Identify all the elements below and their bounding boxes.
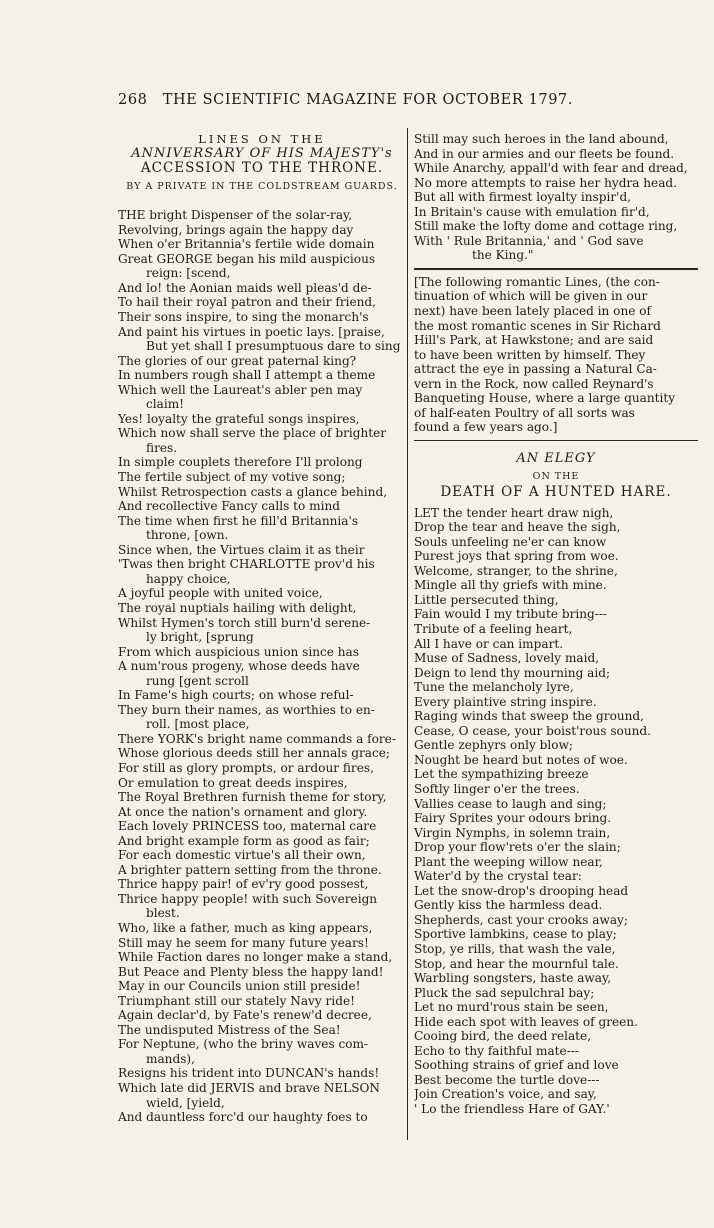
text-line: A brighter pattern setting from the throne.	[118, 862, 382, 877]
text-line: While Anarchy, appall'd with fear and dread,	[414, 161, 688, 176]
text-line: Best become the turtle dove---	[414, 1072, 600, 1087]
text-line: Nought be heard but notes of woe.	[414, 752, 628, 767]
text-line: 'Twas then bright CHARLOTTE prov'd his	[118, 557, 375, 572]
poem-title-line3: ACCESSION TO THE THRONE.	[140, 160, 384, 177]
text-line: Thrice happy people! with such Sovereign	[118, 891, 378, 906]
text-line: They burn their names, as worthies to en-	[118, 702, 375, 717]
text-line: Drop your flow'rets o'er the slain;	[414, 840, 621, 855]
text-line: Tribute of a feeling heart,	[414, 621, 573, 636]
text-line: Echo to thy faithful mate---	[414, 1043, 579, 1058]
text-line: In simple couplets therefore I'll prolong	[118, 455, 363, 470]
text-line: But all with firmest loyalty inspir'd,	[414, 190, 632, 205]
text-line: Revolving, brings again the happy day	[118, 222, 354, 237]
text-line: Drop the tear and heave the sigh,	[414, 520, 621, 535]
text-line: From which auspicious union since has	[118, 644, 359, 659]
text-line: The fertile subject of my votive song;	[118, 470, 346, 485]
text-line: fires.	[146, 440, 178, 455]
text-line: All I have or can impart.	[414, 636, 564, 651]
text-line: Let the snow-drop's drooping head	[414, 883, 629, 898]
text-line: Plant the weeping willow near,	[414, 854, 603, 869]
text-line: Mingle all thy griefs with mine.	[414, 578, 607, 593]
text-line: Join Creation's voice, and say,	[414, 1087, 597, 1102]
text-line: To hail their royal patron and their friend,	[118, 295, 376, 310]
poem-title-line2: ANNIVERSARY OF HIS MAJESTY's	[131, 145, 393, 161]
text-line: A joyful people with united voice,	[118, 586, 323, 601]
text-line: Still make the lofty dome and cottage ring,	[414, 219, 678, 234]
text-line: Gentle zephyrs only blow;	[414, 738, 573, 753]
text-line: Water'd by the crystal tear:	[414, 869, 582, 884]
text-line: And bright example form as good as fair;	[118, 833, 370, 848]
text-line: Tune the melancholy lyre,	[414, 680, 574, 695]
text-line: vern in the Rock, now called Reynard's	[414, 376, 654, 391]
text-line: A num'rous progeny, whose deeds have	[118, 659, 360, 674]
elegy-title-line3: DEATH OF A HUNTED HARE.	[440, 484, 672, 501]
editorial-note	[414, 275, 698, 435]
text-line: Pluck the sad sepulchral bay;	[414, 985, 595, 1000]
text-line: But yet shall I presumptuous dare to sing	[146, 339, 401, 354]
text-line: Softly linger o'er the trees.	[414, 781, 580, 796]
text-line: When o'er Britannia's fertile wide domain	[118, 237, 375, 252]
text-line: Virgin Nymphs, in solemn train,	[414, 825, 611, 840]
text-line: Cease, O cease, your boist'rous sound.	[414, 723, 651, 738]
text-line: Purest joys that spring from woe.	[414, 549, 619, 564]
text-line: But Peace and Plenty bless the happy land!	[118, 964, 384, 979]
text-line: the King."	[472, 248, 534, 263]
text-line: Triumphant still our stately Navy ride!	[118, 993, 355, 1008]
text-line: Whilst Retrospection casts a glance behind,	[118, 484, 388, 499]
text-line: The undisputed Mistress of the Sea!	[118, 1022, 341, 1037]
text-line: Let no murd'rous stain be seen,	[414, 1000, 609, 1015]
text-line: The glories of our great paternal king?	[118, 353, 357, 368]
text-line: For Neptune, (who the briny waves com-	[118, 1037, 369, 1052]
text-line: In Britain's cause with emulation fir'd,	[414, 204, 650, 219]
section-rule	[414, 440, 698, 441]
text-line: Hill's Park, at Hawkstone; and are said	[414, 333, 654, 348]
text-line: the most romantic scenes in Sir Richard	[414, 318, 661, 333]
text-line: Or emulation to great deeds inspires,	[118, 775, 348, 790]
text-line: In Fame's high courts; on whose reful-	[118, 688, 354, 703]
text-line: wield, [yield,	[146, 1095, 225, 1110]
text-line: Sportive lambkins, cease to play;	[414, 927, 617, 942]
column-divider	[407, 128, 408, 1140]
text-line: Gently kiss the harmless dead.	[414, 898, 603, 913]
poem-title-line1: LINES ON THE	[198, 132, 326, 146]
text-line: Thrice happy pair! of ev'ry good possest,	[118, 877, 369, 892]
text-line: to have been written by himself. They	[414, 347, 646, 362]
text-line: Their sons inspire, to sing the monarch's	[118, 310, 369, 325]
text-line: mands),	[146, 1051, 195, 1066]
text-line: And lo! the Aonian maids well pleas'd de-	[118, 280, 372, 295]
text-line: Who, like a father, much as king appears,	[118, 920, 373, 935]
text-line: Which now shall serve the place of brighter	[118, 426, 387, 441]
text-line: Each lovely PRINCESS too, maternal care	[118, 819, 377, 834]
text-line: Whose glorious deeds still her annals grace;	[118, 746, 390, 761]
page-header	[118, 92, 638, 108]
text-line: Vallies cease to laugh and sing;	[414, 796, 607, 811]
text-line: And paint his virtues in poetic lays. [praise,	[118, 324, 385, 339]
text-line: And in our armies and our fleets be found.	[414, 146, 675, 161]
text-line: ' Lo the friendless Hare of GAY.'	[414, 1102, 610, 1116]
text-line: Warbling songsters, haste away,	[414, 971, 612, 986]
page-number: 268	[118, 92, 148, 108]
text-line: Little persecuted thing,	[414, 592, 559, 607]
text-line: Which late did JERVIS and brave NELSON	[118, 1081, 380, 1095]
text-line: found a few years ago.]	[414, 420, 558, 435]
text-line: Still may he seem for many future years!	[118, 935, 369, 950]
poem-body	[118, 208, 406, 1124]
text-line: Cooing bird, the deed relate,	[414, 1029, 592, 1044]
text-line: May in our Councils union still preside!	[118, 979, 361, 994]
text-line: And dauntless forc'd our haughty foes to	[118, 1110, 368, 1125]
text-line: claim!	[146, 397, 185, 412]
text-line: Again declar'd, by Fate's renew'd decree,	[118, 1008, 372, 1023]
text-line: happy choice,	[146, 571, 231, 586]
text-line: Stop, ye rills, that wash the vale,	[414, 941, 616, 956]
text-line: Which well the Laureat's abler pen may	[118, 382, 363, 397]
text-line: With ' Rule Britannia,' and ' God save	[414, 233, 644, 248]
text-line: reign: [scend,	[146, 266, 231, 281]
text-line: Yes! loyalty the grateful songs inspires,	[118, 411, 360, 426]
text-line: blest.	[146, 906, 180, 921]
text-line: Souls unfeeling ne'er can know	[414, 534, 607, 549]
text-line: tinuation of which will be given in our	[414, 289, 648, 304]
text-line: roll. [most place,	[146, 717, 250, 732]
running-title: THE SCIENTIFIC MAGAZINE FOR OCTOBER 1797.	[162, 92, 574, 108]
text-line: No more attempts to raise her hydra head.	[414, 175, 678, 190]
text-line: next) have been lately placed in one of	[414, 304, 652, 319]
text-line: Fain would I my tribute bring---	[414, 607, 608, 622]
poem-byline: BY A PRIVATE IN THE COLDSTREAM GUARDS.	[126, 180, 398, 192]
text-line: Deign to lend thy mourning aid;	[414, 665, 611, 680]
left-column	[118, 132, 406, 1125]
text-line: And recollective Fancy calls to mind	[118, 499, 340, 514]
text-line: Great GEORGE began his mild auspicious	[118, 251, 376, 266]
text-line: [The following romantic Lines, (the con-	[414, 274, 660, 289]
poem-continuation	[414, 132, 698, 263]
text-line: rung [gent scroll	[146, 673, 249, 688]
text-line: Shepherds, cast your crooks away;	[414, 912, 628, 927]
elegy-title-line1: AN ELEGY	[516, 450, 596, 466]
text-line: The royal nuptials hailing with delight,	[118, 600, 357, 615]
text-line: attract the eye in passing a Natural Ca-	[414, 362, 657, 377]
text-line: Muse of Sadness, lovely maid,	[414, 651, 600, 666]
text-line: Raging winds that sweep the ground,	[414, 709, 645, 724]
text-line: In numbers rough shall I attempt a theme	[118, 368, 376, 383]
text-line: Fairy Sprites your odours bring.	[414, 811, 612, 826]
text-line: Soothing strains of grief and love	[414, 1058, 619, 1073]
text-line: For each domestic virtue's all their own,	[118, 848, 366, 863]
elegy-body	[414, 506, 698, 1117]
text-line: The Royal Brethren furnish theme for story,	[118, 790, 387, 805]
text-line: At once the nation's ornament and glory.	[118, 804, 368, 819]
text-line: Let the sympathizing breeze	[414, 767, 589, 782]
text-line: Still may such heroes in the land abound,	[414, 132, 669, 146]
text-line: of half-eaten Poultry of all sorts was	[414, 405, 635, 420]
right-column	[414, 132, 698, 1117]
text-line: Hide each spot with leaves of green.	[414, 1014, 638, 1029]
text-line: There YORK's bright name commands a fore-	[118, 731, 396, 746]
text-line: Stop, and hear the mournful tale.	[414, 956, 619, 971]
text-line: Since when, the Virtues claim it as their	[118, 542, 365, 557]
text-line: ly bright, [sprung	[146, 630, 254, 645]
elegy-title-line2: ON THE	[532, 471, 580, 483]
text-line: Banqueting House, where a large quantity	[414, 391, 676, 406]
text-line: While Faction dares no longer make a stand,	[118, 950, 393, 965]
text-line: Every plaintive string inspire.	[414, 694, 597, 709]
text-line: For still as glory prompts, or ardour fires,	[118, 760, 374, 775]
text-line: Welcome, stranger, to the shrine,	[414, 563, 618, 578]
text-line: Resigns his trident into DUNCAN's hands!	[118, 1066, 380, 1081]
text-line: THE bright Dispenser of the solar-ray,	[118, 208, 353, 223]
text-line: LET the tender heart draw nigh,	[414, 505, 614, 520]
text-line: Whilst Hymen's torch still burn'd serene-	[118, 615, 371, 630]
text-line: throne, [own.	[146, 528, 229, 543]
text-line: The time when first he fill'd Britannia's	[118, 513, 359, 528]
section-rule	[414, 268, 698, 270]
